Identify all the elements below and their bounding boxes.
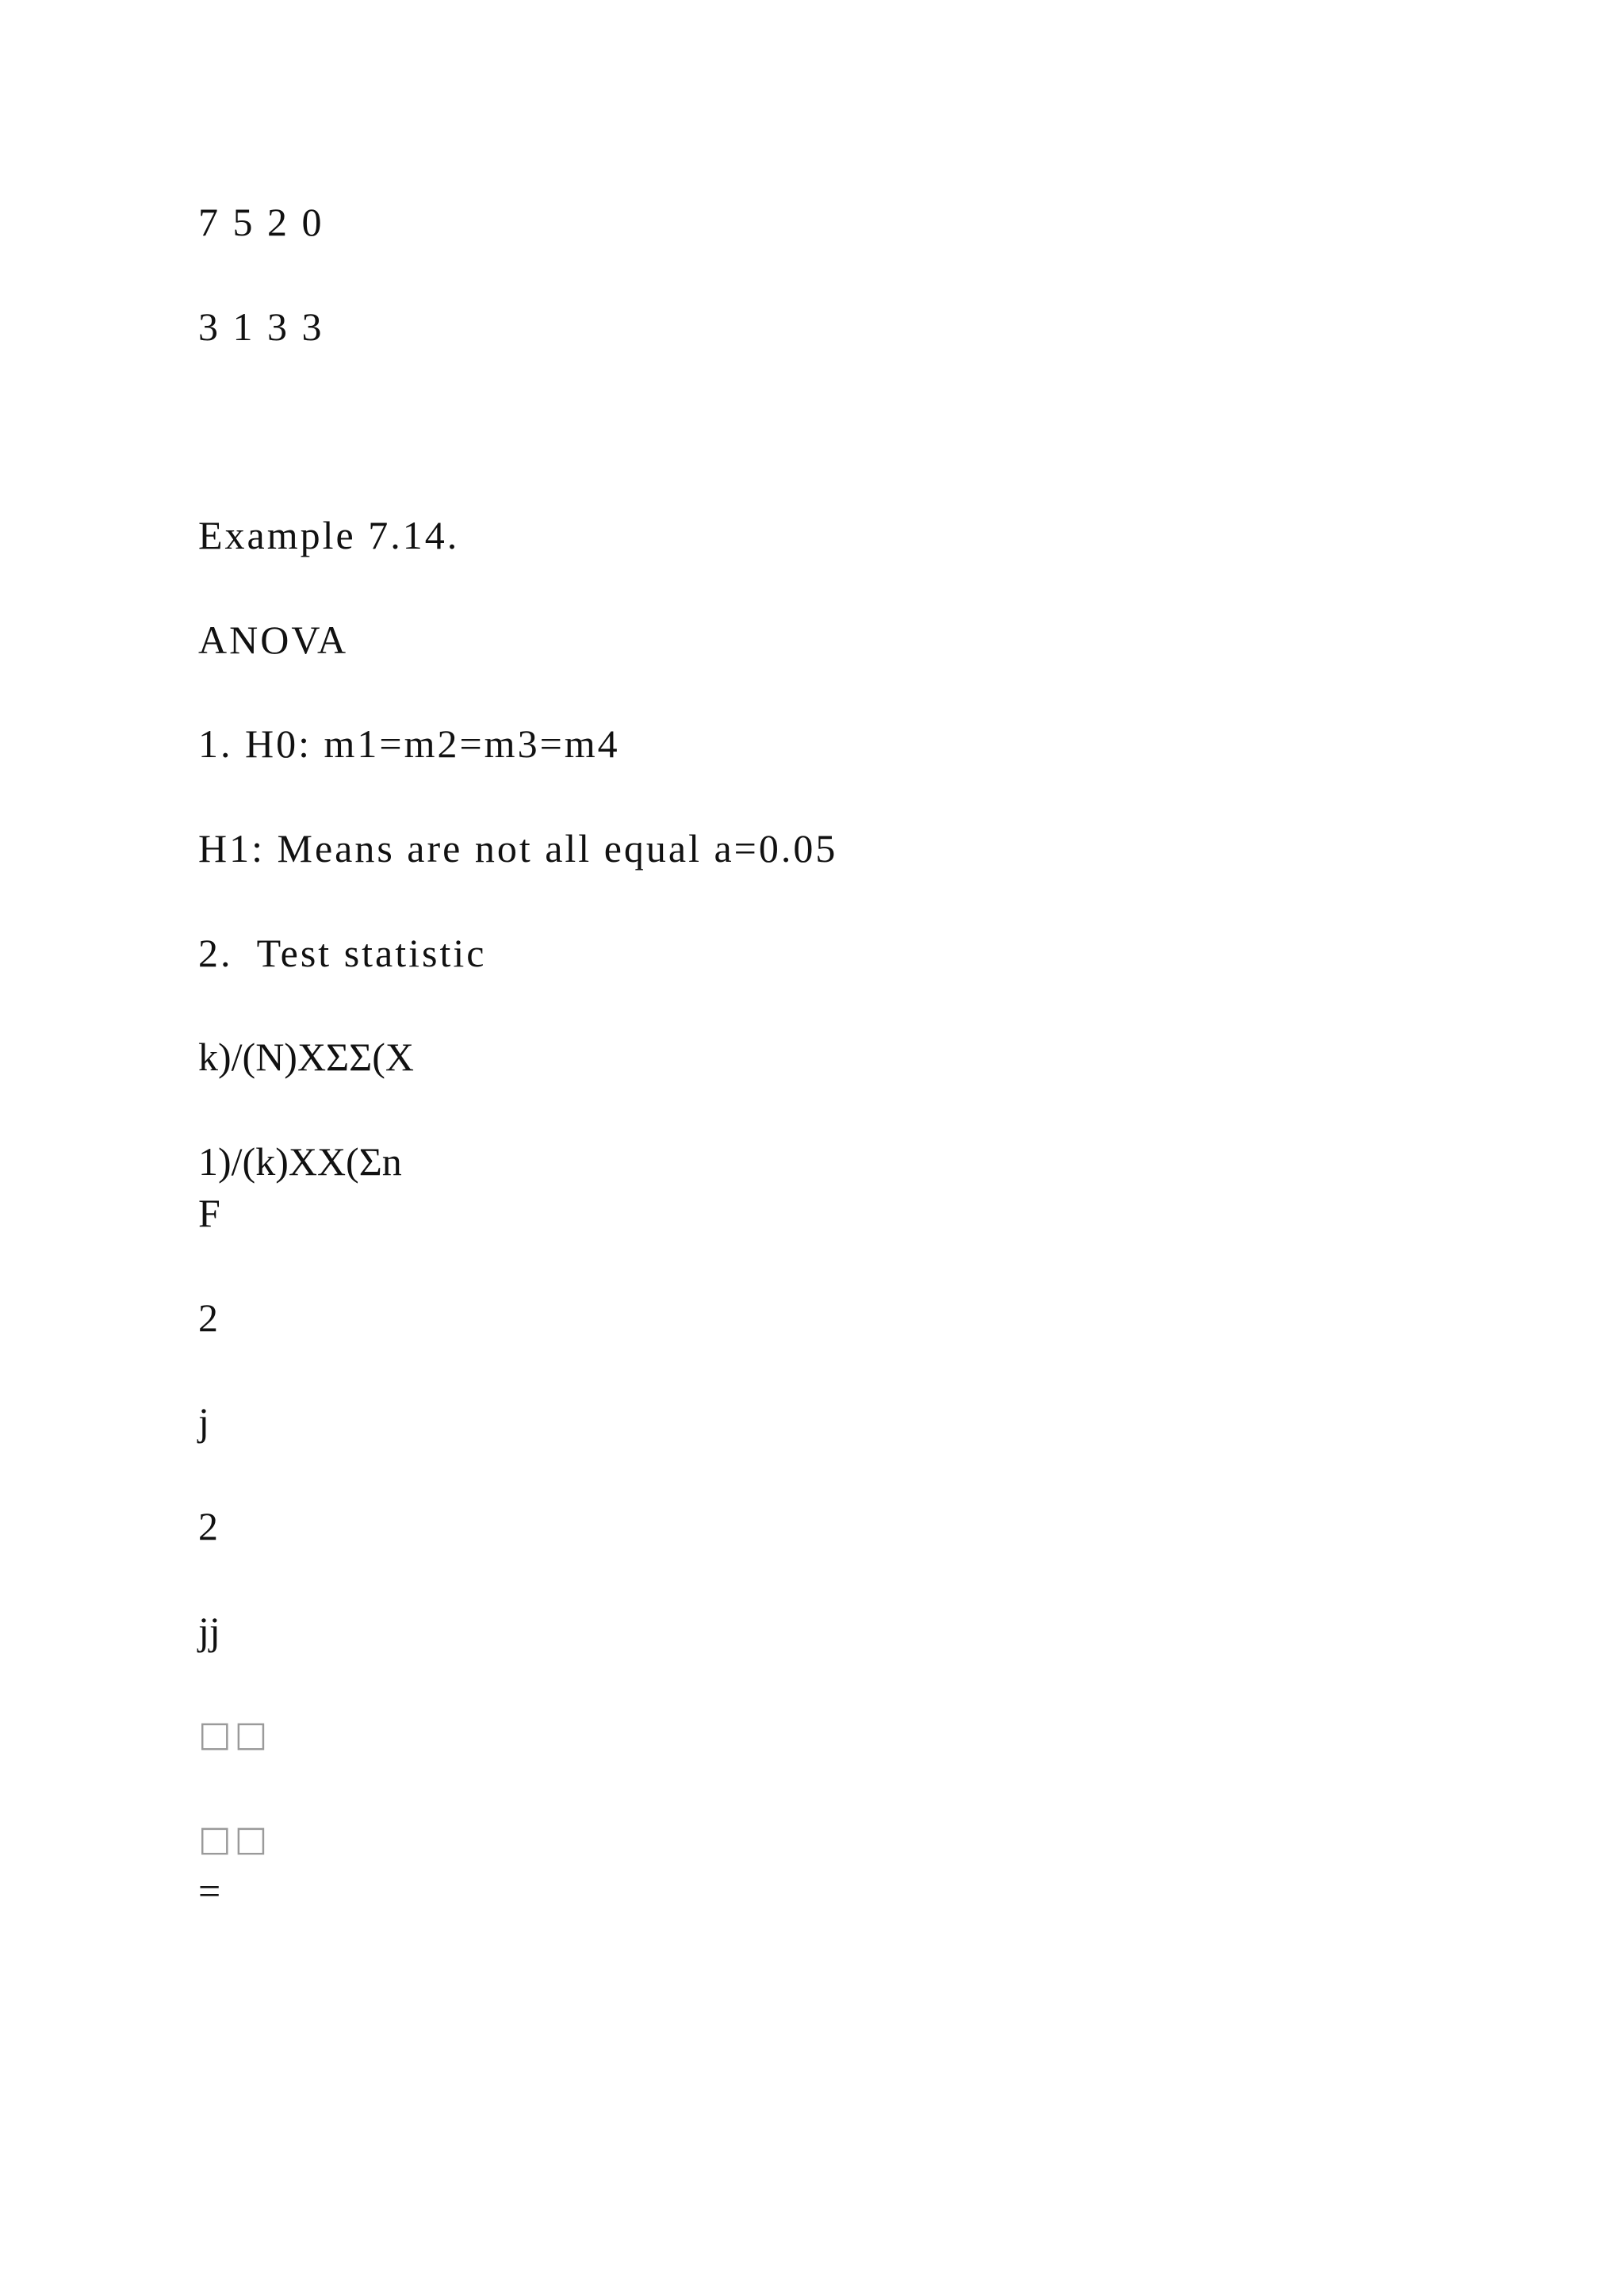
test-statistic-label: 2. Test statistic: [198, 931, 487, 975]
formula-fragment-j: j: [198, 1399, 209, 1444]
null-hypothesis: 1. H0: m1=m2=m3=m4: [198, 721, 620, 766]
formula-fragment-jj: jj: [198, 1609, 220, 1653]
formula-fragment-exp-2: 2: [198, 1504, 218, 1548]
missing-glyph-row-1: □□: [198, 1714, 271, 1755]
data-row-2: 3 1 3 3: [198, 304, 324, 349]
alternative-hypothesis: H1: Means are not all equal a=0.05: [198, 826, 838, 871]
missing-glyph-row-2: □□: [198, 1819, 271, 1859]
data-row-1: 7 5 2 0: [198, 200, 324, 244]
example-heading: Example 7.14.: [198, 513, 460, 557]
formula-fragment-exp-1: 2: [198, 1295, 218, 1340]
section-title: ANOVA: [198, 618, 349, 662]
formula-equals-sign: =: [198, 1869, 221, 1913]
formula-fragment-2: 1)/(k)XX(Σn: [198, 1139, 402, 1184]
formula-fragment-f: F: [198, 1191, 220, 1235]
formula-fragment-1: k)/(N)XΣΣ(X: [198, 1035, 415, 1079]
